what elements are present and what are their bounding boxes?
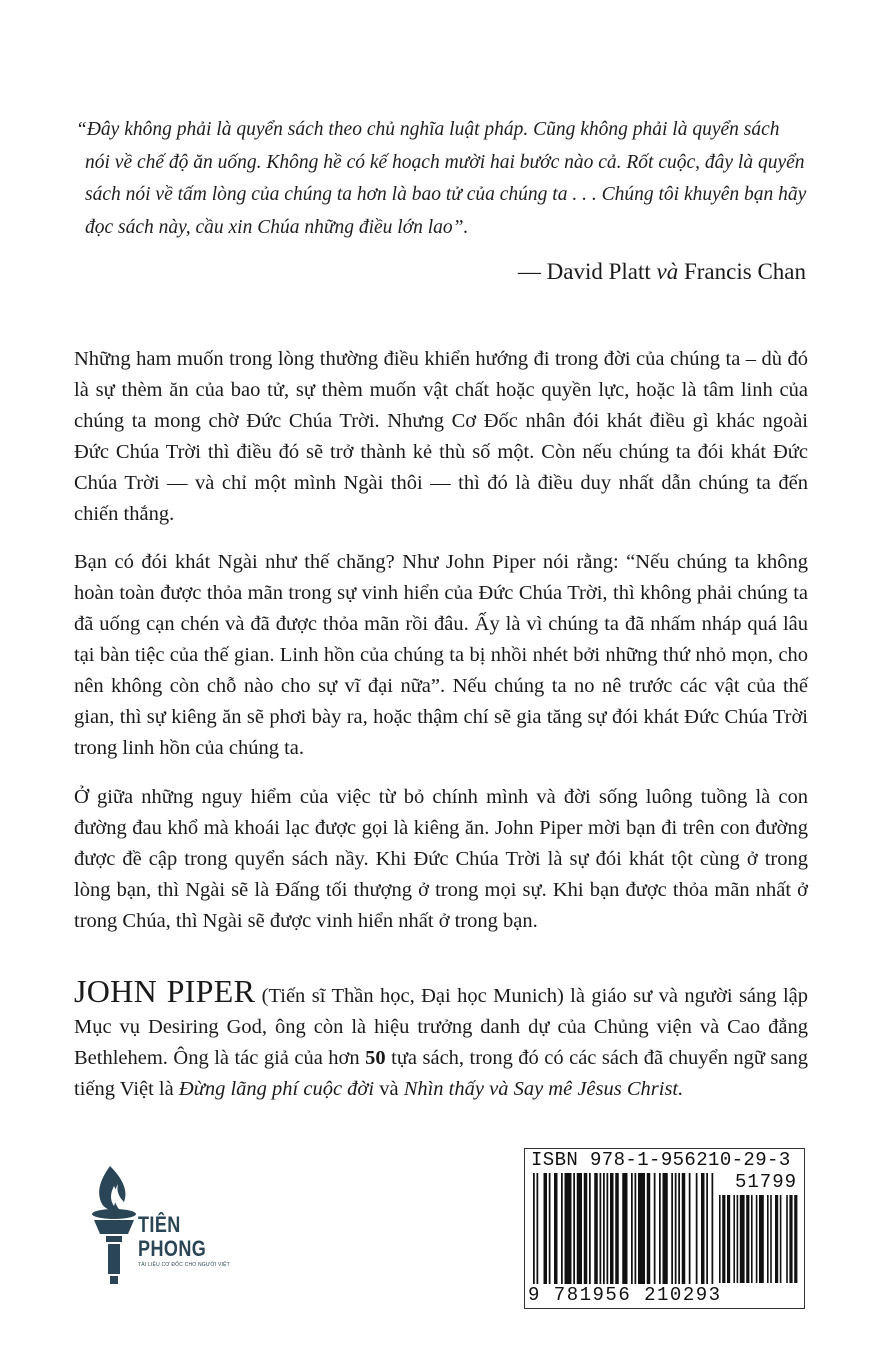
barcode-addon-bars	[715, 1193, 803, 1283]
barcode-bar	[577, 1173, 582, 1285]
bio-text-2: tựa sách, trong đó có các sách đã chuyển ngữ sang tiếng Việt là	[74, 1047, 808, 1100]
book-title-2: Nhìn thấy và Say mê Jêsus Christ.	[403, 1078, 684, 1100]
publisher-name-line-1: TIÊN	[138, 1212, 181, 1237]
barcode-bar	[600, 1173, 602, 1285]
quote-text: “Đây không phải là quyển sách theo chủ nghĩa luật pháp. Cũng không phải là quyển sách nói về chế độ ăn uống. Không hề có kế hoạch mười hai bước nào cả. Rốt cuộc, đây là quyển sách nói về tấm lòng của chúng ta hơn là bao tử của chúng ta . . . Chúng tôi khuyên bạn hãy đọc sách này, cầu xin Chúa những điều lớn lao”.	[76, 119, 807, 238]
barcode-bar	[603, 1173, 605, 1285]
attribution-author-1: David Platt	[546, 259, 651, 284]
barcode-bar	[533, 1173, 535, 1285]
barcode-bar	[671, 1173, 673, 1285]
barcode-bar	[659, 1173, 661, 1285]
price-code: 51799	[734, 1171, 797, 1193]
barcode-bar	[733, 1195, 735, 1283]
barcode-bar	[770, 1195, 772, 1283]
isbn-label: ISBN 978-1-956210-29-3	[531, 1149, 791, 1171]
barcode-bar	[737, 1195, 739, 1283]
barcode-bar	[638, 1173, 645, 1285]
barcode-bar	[786, 1195, 788, 1283]
barcode-bar	[689, 1173, 691, 1285]
barcode-bar	[647, 1173, 651, 1285]
barcode-bar	[663, 1173, 668, 1285]
quote-attribution	[518, 257, 806, 287]
bio-and: và	[374, 1078, 404, 1100]
barcode-bar	[565, 1173, 572, 1285]
barcode-bar	[759, 1195, 764, 1283]
barcode-bar	[622, 1173, 627, 1285]
barcode-bar	[751, 1195, 753, 1283]
barcode-bar	[610, 1173, 614, 1285]
barcode-bar	[696, 1173, 698, 1285]
publisher-tagline: TÀI LIỆU CƠ ĐỐC CHO NGƯỜI VIỆT	[138, 1262, 230, 1268]
attribution-conjunction: và	[656, 259, 679, 284]
barcode-bar	[654, 1173, 656, 1285]
description-paragraph-1: Những ham muốn trong lòng thường điều khiển hướng đi trong đời của chúng ta – dù đó là sự thèm ăn của bao tử, sự thèm muốn vật chất hoặc quyền lực, hoặc là tâm linh của chúng ta mong chờ Đức Chúa Trời. Nhưng Cơ Đốc nhân đói khát điều gì khác ngoài Đức Chúa Trời thì điều đó sẽ trở thành kẻ thù số một. Còn nếu chúng ta đói khát Đức Chúa Trời — và chỉ một mình Ngài thôi — thì đó là điều duy nhất dẫn chúng ta đến chiến thắng.	[74, 348, 808, 525]
barcode-bar	[767, 1195, 769, 1283]
barcode-bar	[554, 1173, 558, 1285]
barcode-bar	[722, 1195, 725, 1283]
barcode-bar	[727, 1195, 730, 1283]
barcode-bar	[589, 1173, 591, 1285]
publisher-name-line-2: PHONG	[138, 1236, 207, 1261]
description-paragraph-3: Ở giữa những nguy hiểm của việc từ bỏ chính mình và đời sống luông tuồng là con đường đau khổ mà khoái lạc được gọi là kiêng ăn. John Piper mời bạn đi trên con đường được đề cập trong quyển sách nầy. Khi Đức Chúa Trời là sự đói khát tột cùng ở trong lòng bạn, thì Ngài sẽ là Đấng tối thượng ở trong mọi sự. Khi bạn được thỏa mãn nhất ở trong Chúa, thì Ngài sẽ được vinh hiển nhất ở trong bạn.	[74, 786, 808, 932]
barcode-bar	[719, 1195, 721, 1283]
barcode-bar	[682, 1173, 686, 1285]
barcode-bar	[746, 1195, 749, 1283]
barcode-bars	[525, 1169, 715, 1287]
barcode-bar	[549, 1173, 551, 1285]
endorsement-quote	[76, 114, 808, 244]
barcode-bar	[706, 1173, 708, 1285]
barcode-bar	[756, 1195, 758, 1283]
barcode-bar	[561, 1173, 563, 1285]
barcode-bar	[712, 1173, 714, 1285]
barcode-bar	[594, 1173, 598, 1285]
barcode-bar	[794, 1195, 797, 1283]
barcode-bar	[537, 1173, 539, 1285]
ean-digits: 9 781956 210293	[528, 1284, 722, 1306]
barcode-bar	[678, 1173, 680, 1285]
attribution-dash: —	[517, 259, 547, 284]
barcode-bar	[775, 1195, 778, 1283]
attribution-author-2: Francis Chan	[683, 259, 806, 284]
book-count: 50	[365, 1047, 386, 1069]
isbn-barcode	[524, 1148, 805, 1309]
barcode-bar	[701, 1173, 705, 1285]
publisher-name	[138, 1213, 206, 1261]
barcode-bar	[607, 1173, 609, 1285]
barcode-bar	[584, 1173, 588, 1285]
barcode-bar	[675, 1173, 677, 1285]
barcode-bar	[740, 1195, 745, 1283]
barcode-bar	[573, 1173, 575, 1285]
bio-text-1: (Tiến sĩ Thần học, Đại học Munich) là giáo sư và người sáng lập Mục vụ Desiring God, ông còn là hiệu trưởng danh dự của Chủng viện và Cao đẳng Bethlehem. Ông là tác giả của hơn	[74, 985, 808, 1069]
barcode-bar	[631, 1173, 633, 1285]
barcode-bar	[780, 1195, 782, 1283]
book-title-1: Đừng lãng phí cuộc đời	[178, 1078, 375, 1100]
barcode-bar	[635, 1173, 637, 1285]
barcode-bar	[615, 1173, 619, 1285]
author-bio	[74, 973, 808, 1105]
barcode-bar	[544, 1173, 548, 1285]
description-paragraph-2: Bạn có đói khát Ngài như thế chăng? Như John Piper nói rằng: “Nếu chúng ta không hoàn toàn được thỏa mãn trong sự vinh hiển của Đức Chúa Trời, thì không phải chúng ta đã uống cạn chén và đã được thỏa mãn rồi đâu. Ấy là vì chúng ta đã nhấm nháp quá lâu tại bàn tiệc của thế gian. Linh hồn của chúng ta bị nhồi nhét bởi những thứ nhỏ mọn, cho nên không còn chỗ nào cho sự vĩ đại nữa”. Nếu chúng ta no nê trước các vật của thế gian, thì sự kiêng ăn sẽ phơi bày ra, hoặc thậm chí sẽ gia tăng sự đói khát Đức Chúa Trời trong linh hồn của chúng ta.	[74, 551, 808, 759]
author-name: JOHN PIPER	[74, 973, 256, 1009]
barcode-bar	[789, 1195, 792, 1283]
